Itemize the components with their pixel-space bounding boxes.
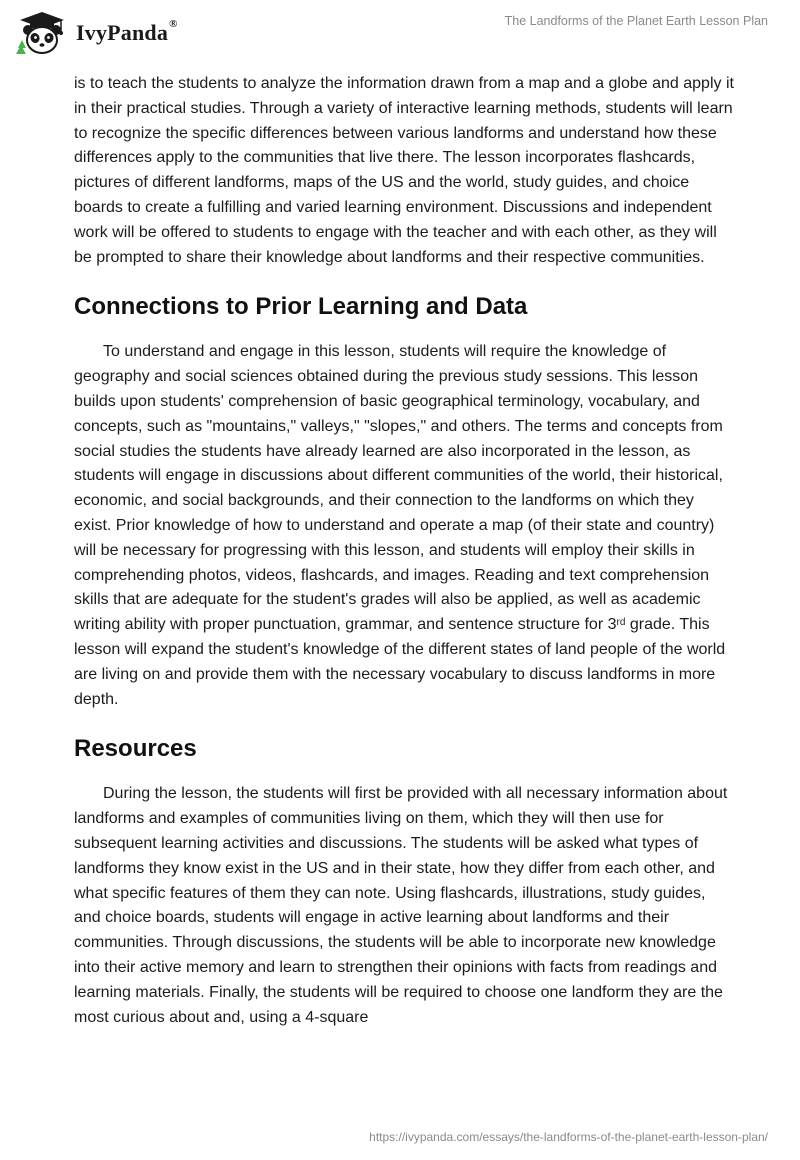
intro-paragraph: is to teach the students to analyze the information drawn from a map and a globe and apply it in their practical studies. Through a variety of interactive learning methods, students will learn to recognize the specific differences between various landforms and understand how these differences apply to the communities that live there. The lesson incorporates flashcards, pictures of different landforms, maps of the US and the world, study guides, and choice boards to create a fulfilling and varied learning environment. Discussions and independent work will be offered to students to engage with the teacher and with each other, as they will be prompted to share their knowledge about landforms and their respective communities. — [74, 75, 734, 266]
section-heading-connections: Connections to Prior Learning and Data — [74, 293, 528, 321]
connections-paragraph — [74, 340, 734, 712]
page-header — [0, 0, 800, 68]
section-heading-resources: Resources — [74, 735, 197, 763]
ordinal-suffix: rd — [616, 617, 626, 629]
panda-graduate-icon — [14, 10, 70, 56]
brand-name: IvyPanda® — [76, 18, 178, 45]
connections-text-part2: grade. This lesson will expand the student's knowledge of the different states of land people of the world are living on and provide them with the necessary vocabulary to discuss landforms in more depth. — [74, 616, 726, 708]
resources-paragraph: During the lesson, the students will first be provided with all necessary information about landforms and examples of communities living on them, which they will then use for subsequent learning activities and discussions. The students will be asked what types of landforms they know exist in the US and in their state, how they differ from each other, and what specific features of them they can note. Using flashcards, illustrations, study guides, and choice boards, students will engage in active learning about landforms and their communities. Through discussions, the students will be able to incorporate new knowledge into their active memory and learn to strengthen their opinions with facts from readings and learning materials. Finally, the students will be required to choose one landform they are the most curious about and, using a 4-square — [74, 785, 728, 1026]
document-title: The Landforms of the Planet Earth Lesson Plan — [504, 14, 768, 28]
brand-logo[interactable] — [14, 10, 178, 56]
connections-text-part1: To understand and engage in this lesson, students will require the knowledge of geography and social sciences obtained during the previous study sessions. This lesson builds upon students' comprehension of basic geographical terminology, vocabulary, and concepts, such as "mountains," valleys," "slopes," and others. The terms and concepts from social studies the students have already learned are also incorporated in the lesson, as students will engage in discussions about different communities of the world, their historical, economic, and social backgrounds, and their connection to the landforms on which they exist. Prior knowledge of how to understand and operate a map (of their state and country) will be necessary for progressing with this lesson, and students will employ their skills in comprehending photos, videos, flashcards, and images. Reading and text comprehension skills that are adequate for the student's grades will also be applied, as well as academic writing ability with proper punctuation, grammar, and sentence structure for 3 — [74, 343, 723, 634]
source-url[interactable]: https://ivypanda.com/essays/the-landforms-of-the-planet-earth-lesson-plan/ — [369, 1130, 768, 1144]
article-body — [74, 72, 734, 1030]
registered-mark: ® — [169, 18, 178, 30]
